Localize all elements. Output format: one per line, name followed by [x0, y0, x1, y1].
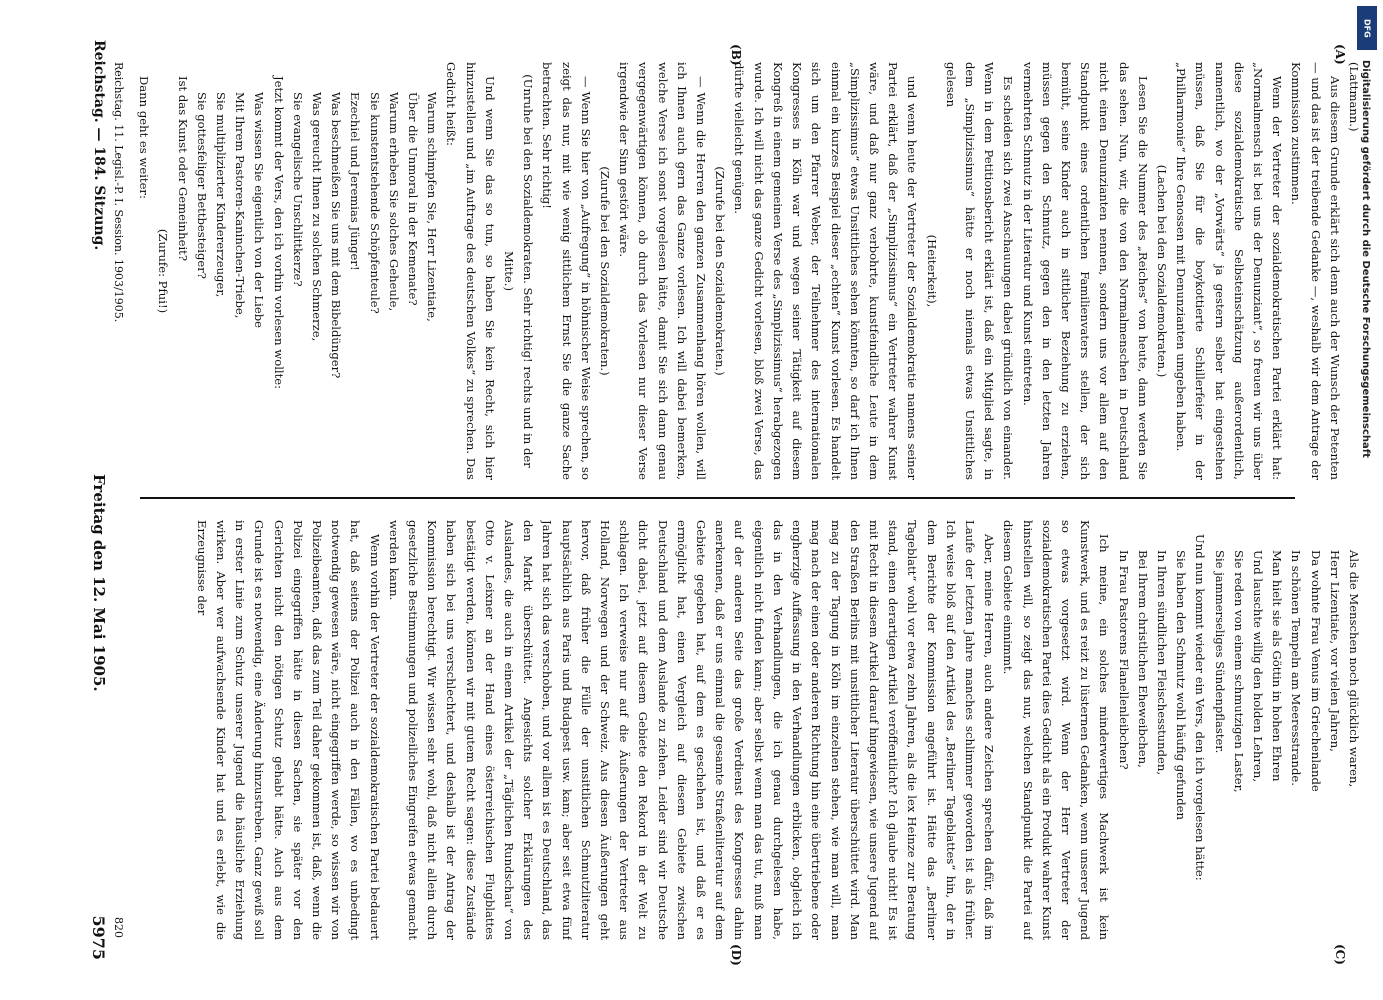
- interjection: (Zurufe bei den Sozialdemokraten.): [713, 166, 728, 376]
- interjection: (Unruhe bei den Sozialdemokraten. Sehr richtig! rechts und in der Mitte.): [502, 74, 536, 468]
- margin-mark-d: (D): [729, 944, 743, 966]
- verse-line: Sie haben den Schmutz wohl häufig gefunden: [1174, 550, 1189, 820]
- verse-line: Sie reden von einem schmutzigen Laster,: [1231, 550, 1246, 793]
- paragraph: Aber, meine Herren, auch andere Zeichen sprechen dafür, daß im Laufe der letzten Jahre manches schlimmer geworden ist als früher. Ich weise bloß auf den Artikel des „Berliner Tageblattes“ hin, der in dem Berichte der Kommission angeführt ist. Hätte das „Berliner Tageblatt“ wohl vor etwa zehn Jahren, als die lex Heinze zur Beratung stand, einen derartigen Artikel veröffentlicht? Ich glaube nicht! Es ist mit Recht in diesem Artikel darauf hingewiesen, wie unsere Jugend auf den Straßen Berlins mit unsittlicher Literatur überschüttet wird. Man mag zu der Tagung in Köln im einzelnen stehen, wie man will, man mag nach der einen oder anderen Richtung hin eine übertriebene oder engherzige Auffassung in den Verhandlungen erblicken, obgleich ich das in den Verhandlungen, die ich genau durchgelesen habe, eigentlich nicht finden kann; aber selbst wenn man das tut, muß man auf der anderen Seite das große Verdienst des Kongresses dahin anerkennen, daß er uns einmal die gesamte Straßenliteratur auf dem Gebiete gegeben hat, auf dem es geschehen ist, und daß er es ermöglicht hat, einen Vergleich auf diesem Gebiete zwischen Deutschland und dem Auslande zu ziehen. Leider sind wir Deutsche dicht dabei, jetzt auf diesem Gebiete den Rekord in der Welt zu schlagen. Ich verweise nur auf die Äußerungen der Vertreter aus Holland, Norwegen und der Schweiz. Aus diesen Äußerungen geht hervor, daß früher die Fülle der unsittlichen Schmutzliteratur hauptsächlich aus Paris und Budapest usw. kam; aber seit etwa fünf Jahren hat sich das verschoben, und vor allem ist es Deutschland, das den Markt überschüttet. Angesichts solcher Erklärungen des Auslandes, die auch in einem Artikel der „Täglichen Rundschau“ von Otto v. Leixner an der Hand eines österreichischen Flugblattes bestätigt werden, können wir mit gutem Recht sagen: diese Zustände haben sich bei uns verschlechtert, und deshalb ist der Antrag der Kommission berechtigt. Wir wissen sehr wohl, daß nicht allein durch gesetzliche Bestimmungen und polizeiliches Eingreifen etwas gemacht werden kann.: [386, 520, 997, 940]
- verse-line: Über die Unmoral in der Kemenate?: [406, 92, 421, 306]
- verse-line: Warum erheben Sie solches Geheule,: [386, 92, 401, 312]
- verse-line: Da wohnte Frau Venus im Griechenlande: [1308, 550, 1323, 792]
- verse-line: Sie multiplizierter Kindererzeuger,: [214, 92, 229, 298]
- verse-line: Sie jammerseliges Sündenpflaster.: [1212, 550, 1227, 754]
- column-divider: [140, 497, 1295, 499]
- margin-mark-b: (B): [729, 44, 743, 66]
- footer-session: Reichstag. 11. Legisl.-P. I. Session. 1903/1905.: [112, 62, 125, 323]
- verse-line: Ezechiel und Jeremias Jünger!: [348, 92, 363, 271]
- header-date: Freitag den 12. Mai 1905.: [90, 474, 108, 692]
- verse-line: In schönen Tempeln am Meeresstrande.: [1289, 550, 1304, 786]
- footer-number: 820: [112, 917, 125, 938]
- paragraph: Wenn vorhin der Vertreter der sozialdemokratischen Partei bedauert hat, daß seitens der Polizei auch in den Fällen, wo es unbedingt notwendig gewesen wäre, nicht eingegriffen werde, so wissen wir von Polizeibeamten, daß das zum Teil daher gekommen ist, daß, wenn die Polizei eingegriffen hätte in diesen Sachen, sie später vor den Gerichten nicht den nötigen Schutz gehabt hätte. Auch aus dem Grunde ist es notwendig, eine Änderung hinzustreben. Ganz gewiß soll in erster Linie zum Schutz unserer Jugend die häusliche Erziehung wirken. Aber wer aufwachsende Kinder hat und es erlebt, wie die Erzeugnisse der: [194, 520, 382, 940]
- interjection: (Zurufe: Pfui!): [156, 228, 171, 314]
- paragraph: und wenn heute der Vertreter der Sozialdemokratie namens seiner Partei erklärt, daß der „Simplizissimus“ ein Vertreter wahrer Kunst wäre, und daß nur ganz verbohrte, kunstfeindliche Leute in dem „Simplizissimus“ etwas Unsittliches sehen könnten, so darf ich Ihnen einmal ein kurzes Beispiel dieser „echten“ Kunst vorlesen. Es handelt sich um den Pfarrer Weber, der Teilnehmer des internationalen Kongresses in Köln war und wegen seiner Tätigkeit auf diesem Kongreß in einem gemeinen Verse des „Simplizissimus“ herabgezogen wurde. Ich will nicht das ganze Gedicht vorlesen, bloß zwei Verse, das dürfte vielleicht genügen.: [732, 62, 920, 480]
- verse-line: In Frau Pastorens Flanellenleibchen?: [1116, 550, 1131, 770]
- page-header: [87, 40, 111, 960]
- paragraph: Jetzt kommt der Vers, den ich vorhin vorlesen wollte:: [271, 76, 286, 390]
- paragraph: Wenn der Vertreter der sozialdemokratischen Partei erklärt hat: „Normalmensch ist bei uns der Denunziant“, so freuen wir uns über diese sozialdemokratische Selbsteinschätzung außerordentlich, namentlich, wo der „Vorwärts“ ja gestern selber hat eingestehen müssen, daß Sie für die boykottierte Schillerfeier in der „Philharmonie“ Ihre Genossen mit Denunzianten umgeben haben.: [1174, 62, 1285, 480]
- verse-line: Was gereucht Ihnen zu solchen Schmerze,: [310, 92, 325, 342]
- paragraph: Und nun kommt wieder ein Vers, den ich vorgelesen hätte:: [1193, 534, 1208, 881]
- speaker-name: (Lattmann.): [1347, 62, 1361, 132]
- verse-line: Als die Menschen noch glücklich waren,: [1347, 550, 1361, 788]
- verse-line: Was wissen Sie eigentlich von der Liebe: [252, 92, 267, 328]
- left-column: [130, 62, 1363, 480]
- verse-line: Warum schimpfen Sie, Herr Lizentiate,: [425, 92, 440, 322]
- verse-line: Sie evangelische Unschlittkerze?: [290, 92, 305, 287]
- paragraph: — Wenn Sie hier von „Aufregung“ in höhnischer Weise sprechen, so zeigt das nur, mit wie wenig sittlichem Ernst Sie die ganze Sache betrachten. Sehr richtig!: [540, 62, 593, 480]
- paragraph: Dann geht es weiter:: [137, 76, 152, 199]
- header-left: Reichstag. — 184. Sitzung.: [91, 40, 107, 251]
- verse-line: Bei Ihrem christlichen Eheweibchen,: [1135, 550, 1150, 768]
- verse-line: Sie gottesfeliger Bettbesteiger?: [194, 92, 209, 280]
- paragraph: — Wenn die Herren den ganzen Zusammenhang hören wollen, will ich Ihnen auch gern das Ganze vorlesen. Ich will dabei bemerken, welche Verse ich sonst vorgelesen hätte, damit Sie sich dann genau vergegenwärtigen können, ob durch das Vorlesen nur dieser Verse irgendwie der Sinn gestört wäre.: [617, 62, 709, 480]
- verse-line: In Ihren sündlichen Fleischesstunden,: [1154, 550, 1169, 776]
- verse-line: Man hielt sie als Göttin in hohen Ehren: [1270, 550, 1285, 782]
- page-number: 5975: [89, 915, 109, 960]
- verse-line: Herr Lizentiate, vor vielen Jahren,: [1327, 550, 1342, 752]
- paragraph: Ich meine, ein solches minderwertiges Machwerk ist kein Kunstwerk, und es reizt zu lüsternen Gedanken, wenn unserer Jugend so etwas vorgesetzt wird. Wenn der Herr Vertreter der sozialdemokratischen Partei dies Gedicht als ein Produkt wahrer Kunst hinstellen will, so zeigt das nur, welchen Standpunkt die Partei auf diesem Gebiete einnimmt.: [1001, 520, 1112, 940]
- margin-mark-a: (A): [1333, 44, 1347, 65]
- paragraph: Es scheiden sich zwei Anschauungen dabei gründlich von einander. Wenn in dem Petitionsbericht erklärt ist, daß ein Mitglied sagte, in dem „Simplizissimus“ hätte er noch niemals etwas Unsittliches gelesen: [943, 62, 1016, 480]
- margin-mark-c: (C): [1333, 944, 1347, 965]
- verse-line: Mit Ihrem Pastoren-Kaninchen-Triebe,: [233, 92, 248, 319]
- interjection: (Heiterkeit),: [924, 234, 939, 308]
- right-column: [130, 520, 1363, 940]
- verse-line: Was beschmeißen Sie uns mit dem Bibeldünger?: [329, 92, 344, 379]
- verse-line: Sie kunstentstehende Schöpfenteule?: [367, 92, 382, 314]
- interjection: (Lachen bei den Sozialdemokraten.): [1154, 164, 1169, 378]
- verse-line: Und lauschte willig den holden Lehren,: [1250, 550, 1265, 783]
- dfg-logo: DFG: [1357, 6, 1377, 50]
- funding-note: Digitalisierung gefördert durch die Deutsche Forschungsgemeinschaft: [1360, 60, 1371, 458]
- paragraph: Und wenn Sie das so tun, so haben Sie kein Recht, sich hier hinzustellen und „im Auftrage des deutschen Volkes“ zu sprechen. Das Gedicht heißt:: [444, 62, 497, 480]
- paragraph: Aus diesem Grunde erklärt sich denn auch der Wunsch der Petenten — und das ist der treibende Gedanke —, weshalb wir dem Antrage der Kommission zustimmen.: [1289, 62, 1342, 480]
- interjection: (Zurufe bei den Sozialdemokraten.): [598, 166, 613, 376]
- paragraph: Lesen Sie die Nummer des „Reiches“ von heute, dann werden Sie das sehen. Nun, wir, die von den Normalmenschen in Deutschland nicht einen Denunzianten nennen, sondern uns vor allem auf den Standpunkt eines ordentlichen Familienvaters stellen, der sich bemüht, seine Kinder auch in sittlicher Beziehung zu erziehen, müssen gegen den Schmutz, gegen den in den letzten Jahren vermehrten Schmutz in der Literatur und Kunst eintreten.: [1020, 62, 1150, 480]
- paragraph: Ist das Kunst oder Gemeinheit?: [175, 76, 190, 262]
